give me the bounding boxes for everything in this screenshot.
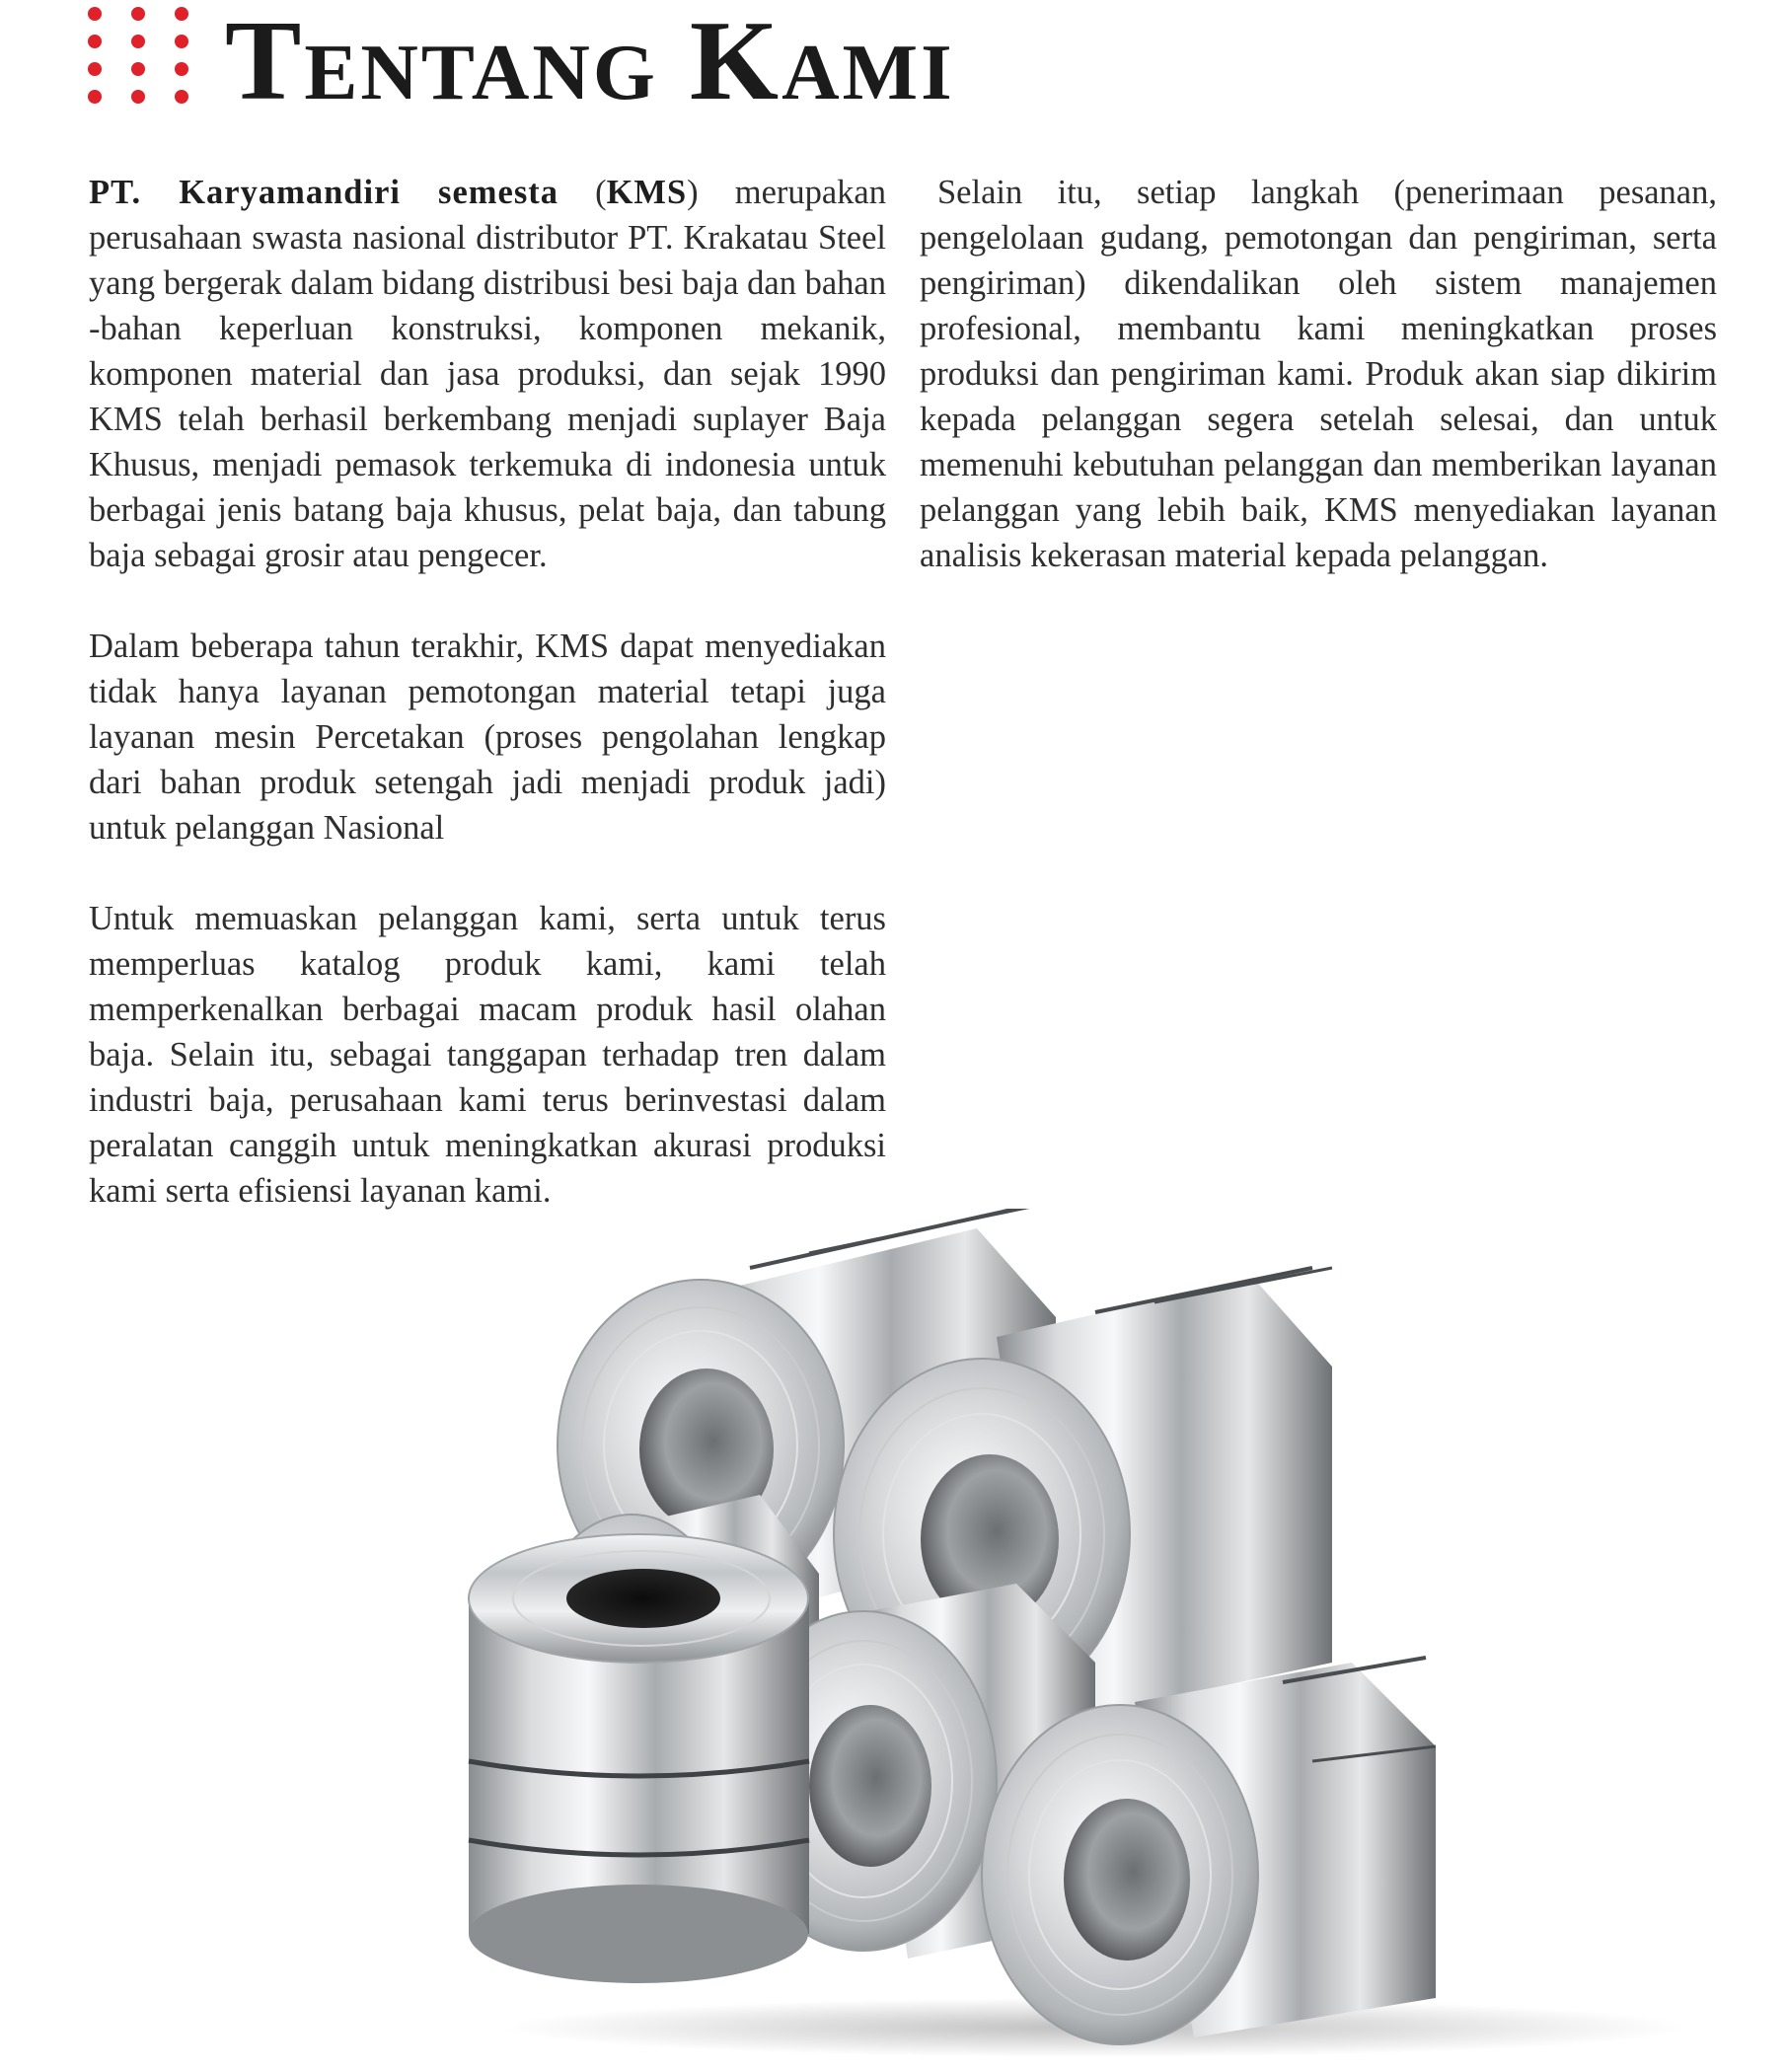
accent-dot bbox=[131, 90, 145, 104]
page-title: Tentang Kami bbox=[225, 0, 955, 124]
company-abbreviation: KMS bbox=[606, 174, 688, 211]
accent-dot bbox=[175, 7, 188, 21]
accent-dot bbox=[88, 62, 102, 76]
coil-front-standing bbox=[469, 1534, 809, 1983]
paragraph-products: Untuk memuaskan pelanggan kami, serta untuk terus memperluas katalog produk kami, kami telah memperkenalkan berbagai macam produk hasil olahan baja. Selain itu, sebagai tanggapan terhadap tren dalam industri baja, perusahaan kami terus berinvestasi dalam peralatan canggih untuk meningkatkan akurasi produksi kami serta efisiensi layanan kami. bbox=[89, 900, 886, 1210]
steel-coils-image bbox=[464, 1209, 1687, 2057]
paragraph-services: Dalam beberapa tahun terakhir, KMS dapat menyediakan tidak hanya layanan pemotongan material tetapi juga layanan mesin Percetakan (proses pengolahan lengkap dari bahan produk setengah jadi menjadi produk jadi) untuk pelanggan Nasional bbox=[89, 628, 886, 847]
right-column bbox=[920, 170, 1717, 624]
left-column bbox=[89, 170, 886, 1259]
accent-dot bbox=[175, 62, 188, 76]
accent-dot bbox=[88, 7, 102, 21]
accent-dot bbox=[88, 90, 102, 104]
company-name: PT. Karyamandiri semesta bbox=[89, 174, 558, 211]
accent-dot bbox=[131, 7, 145, 21]
accent-dot bbox=[175, 90, 188, 104]
intro-text: ) merupakan perusahaan swasta nasional distributor PT. Krakatau Steel yang bergerak dalam bidang distribusi besi baja dan bahan -bahan keperluan konstruksi, komponen mekanik, komponen material dan jasa produksi, dan sejak 1990 KMS telah berhasil berkembang menjadi suplayer Baja Khusus, menjadi pemasok terkemuka di indonesia untuk berbagai jenis batang baja khusus, pelat baja, dan tabung baja sebagai grosir atau pengecer. bbox=[89, 174, 886, 574]
accent-dot bbox=[131, 62, 145, 76]
dot-grid-icon bbox=[87, 6, 189, 105]
accent-dot bbox=[175, 35, 188, 48]
accent-dot bbox=[88, 35, 102, 48]
paragraph-management: Selain itu, setiap langkah (penerimaan pesanan, pengelolaan gudang, pemotongan dan pengiriman, serta pengiriman) dikendalikan oleh sistem manajemen profesional, membantu kami meningkatkan proses produksi dan pengiriman kami. Produk akan siap dikirim kepada pelanggan segera setelah selesai, dan untuk memenuhi kebutuhan pelanggan dan memberikan layanan pelanggan yang lebih baik, KMS menyediakan layanan analisis kekerasan material kepada pelanggan. bbox=[920, 174, 1717, 574]
accent-dot bbox=[131, 35, 145, 48]
paren-open: ( bbox=[595, 174, 607, 211]
paragraph-company-intro bbox=[89, 170, 886, 578]
